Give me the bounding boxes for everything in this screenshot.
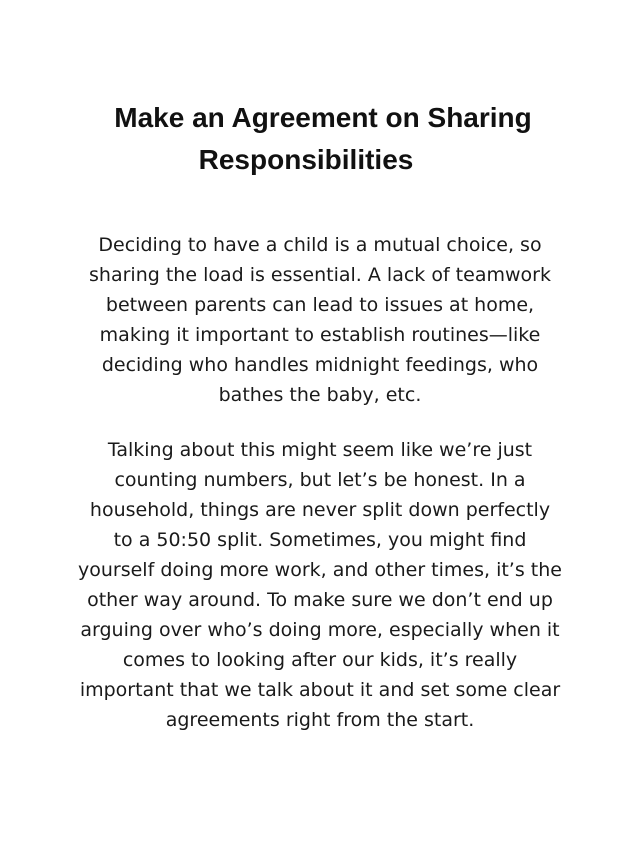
paragraph-line: deciding who handles midnight feedings, who bbox=[101, 354, 539, 376]
paragraph-line: counting numbers, but let’s be honest. In a bbox=[114, 469, 526, 491]
paragraph-line: comes to looking after our kids, it’s really bbox=[122, 649, 518, 671]
paragraph-line: other way around. To make sure we don’t end up bbox=[87, 589, 553, 611]
paragraph-line: agreements right from the start. bbox=[165, 709, 475, 731]
paragraph-line: yourself doing more work, and other times, it’s the bbox=[78, 559, 562, 581]
paragraph-line: important that we talk about it and set some clear bbox=[79, 679, 561, 701]
paragraph-line: sharing the load is essential. A lack of teamwork bbox=[89, 264, 551, 286]
paragraph-line: arguing over who’s doing more, especially when it bbox=[80, 619, 560, 641]
paragraph-line: making it important to establish routines—like bbox=[99, 324, 541, 346]
paragraph-line: Talking about this might seem like we’re just bbox=[107, 439, 533, 461]
paragraph-line: between parents can lead to issues at home, bbox=[105, 294, 535, 316]
paragraph-line: bathes the baby, etc. bbox=[218, 384, 422, 406]
page-title-line-1: Make an Agreement on Sharing bbox=[114, 102, 532, 133]
page-title-line-2-text: Responsibilities bbox=[198, 144, 414, 175]
paragraph-line: to a 50:50 split. Sometimes, you might find bbox=[113, 529, 527, 551]
paragraph-line: Deciding to have a child is a mutual choice, so bbox=[98, 234, 542, 256]
page-title-line-2 bbox=[0, 146, 640, 174]
paragraph-line: household, things are never split down perfectly bbox=[89, 499, 551, 521]
paragraph-1 bbox=[40, 230, 600, 410]
paragraph-2 bbox=[40, 435, 600, 735]
